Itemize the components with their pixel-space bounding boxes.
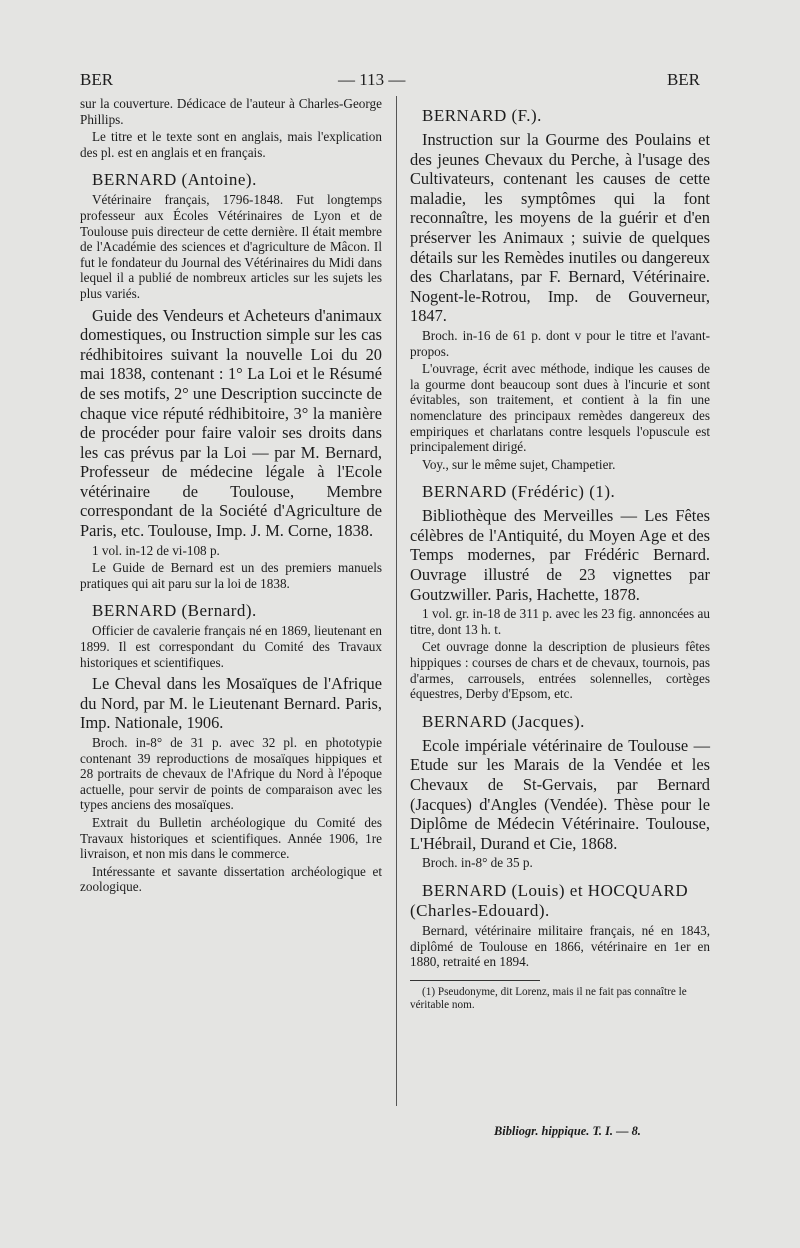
entry-note: Broch. in-8° de 35 p. — [422, 855, 533, 871]
entry-title: Le Cheval dans les Mosaïques de l'Afrique du Nord, par M. le Lieutenant Bernard. Paris, Imp. Nationale, 1906. — [80, 674, 382, 733]
entry-heading: BERNARD (Antoine). — [92, 170, 257, 190]
entry-title: Bibliothèque des Merveilles — Les Fêtes célèbres de l'Antiquité, du Moyen Age et des Temps modernes, par Frédéric Bernard. Ouvrage illustré de 23 vignettes par Goutzwiller. Paris, Hachette, 1878. — [410, 506, 710, 604]
entry-heading: BERNARD (Frédéric) (1). — [422, 482, 616, 502]
entry-note: Officier de cavalerie français né en 1869, lieutenant en 1899. Il est correspondant du Comité des Travaux historiques et scientifiques. — [80, 623, 382, 670]
column-divider — [396, 96, 397, 1106]
entry-note: Bernard, vétérinaire militaire français, né en 1843, diplômé de Toulouse en 1866, vétérinaire en 1er en 1880, retraité en 1894. — [410, 922, 710, 970]
running-head-left: BER — [80, 70, 114, 89]
entry-title: Instruction sur la Gourme des Poulains et des jeunes Chevaux du Perche, à l'usage des Cultivateurs, contenant les causes de cette maladie, les symptômes qui la font reconnaître, les moyens de la guérir et d'en préserver les Animaux ; suivie de quelques détails sur les Remèdes inutiles ou dangereux des Charlatans, par F. Bernard, Vétérinaire. Nogent-le-Rotrou, Imp. de Gouverneur, 1847. — [410, 130, 710, 326]
entry-note: Le Guide de Bernard est un des premiers manuels pratiques qui ait paru sur la loi de 1838. — [80, 560, 382, 591]
entry-note: Cet ouvrage donne la description de plusieurs fêtes hippiques : courses de chars et de chevaux, tournois, pas d'armes, carrousels, entrées solennelles, cortèges équestres, Derby d'Epsom, etc. — [410, 639, 710, 702]
right-column — [410, 96, 710, 1012]
footnote-rule — [410, 980, 540, 981]
entry-heading: BERNARD (Louis) et HOCQUARD (Charles-Edouard). — [410, 880, 689, 920]
running-head — [80, 70, 700, 94]
entry-note: Extrait du Bulletin archéologique du Comité des Travaux historiques et scientifiques. Année 1906, 1re livraison, et non mis dans le commerce. — [80, 814, 382, 862]
entry-note: 1 vol. gr. in-18 de 311 p. avec les 23 fig. annoncées au titre, dont 13 h. t. — [410, 606, 710, 637]
entry-heading: BERNARD (Bernard). — [92, 601, 257, 621]
entry-note: Broch. in-16 de 61 p. dont v pour le titre et l'avant-propos. — [410, 327, 710, 359]
entry-heading: BERNARD (F.). — [422, 106, 542, 125]
entry-title: Ecole impériale vétérinaire de Toulouse — Etude sur les Marais de la Vendée et les Chevaux de St-Gervais, par Bernard (Jacques) d'Angles (Vendée). Thèse pour le Diplôme de Médecin Vétérinaire. Toulouse, L'Hébrail, Durand et Cie, 1868. — [410, 735, 710, 853]
entry-note: Le titre et le texte sont en anglais, mais l'explication des pl. est en anglais et en français. — [80, 129, 382, 160]
entry-note: sur la couverture. Dédicace de l'auteur à Charles-George Phillips. — [80, 96, 382, 127]
entry-note: Intéressante et savante dissertation archéologique et zoologique. — [80, 863, 382, 895]
footnote: (1) Pseudonyme, dit Lorenz, mais il ne fait pas connaître le véritable nom. — [410, 985, 687, 1011]
page-number: — 113 — — [338, 70, 406, 89]
entry-note: Vétérinaire français, 1796-1848. Fut longtemps professeur aux Écoles Vétérinaires de Lyon et de Toulouse puis directeur de cette dernière. Il était membre de l'Académie des sciences et d'agriculture de Mâcon. Il fut le fondateur du Journal des Vétérinaires du Midi dans lequel il a publié de nombreux articles sur les sujets les plus variés. — [80, 192, 382, 301]
entry-note: Broch. in-8° de 31 p. avec 32 pl. en phototypie contenant 39 reproductions de mosaïques hippiques et 28 portraits de chevaux de l'Afrique du Nord à l'époque actuelle, pour servir de points de comparaison avec les types anciens des mosaïques. — [80, 735, 382, 813]
entry-note: 1 vol. in-12 de vi-108 p. — [92, 542, 220, 558]
left-column — [80, 96, 382, 897]
entry-note: Voy., sur le même sujet, Champetier. — [422, 456, 616, 472]
entry-heading: BERNARD (Jacques). — [422, 711, 585, 731]
signature-line: Bibliogr. hippique. T. I. — 8. — [494, 1124, 641, 1138]
entry-note: L'ouvrage, écrit avec méthode, indique les causes de la gourme dont beaucoup sont dues à l'incurie et sont évitables, son traitement, et contient à la fin une nomenclature des principaux remèdes dangereux des empiriques et charlatans contre lesquels l'opuscule est principalement dirigé. — [410, 361, 710, 455]
entry-title: Guide des Vendeurs et Acheteurs d'animaux domestiques, ou Instruction simple sur les cas rédhibitoires suivant la nouvelle Loi du 20 mai 1838, contenant : 1° La Loi et le Résumé de ses motifs, 2° une Description succincte de chaque vice réputé rédhibitoire, 3° la manière de procéder pour faire valoir ses droits dans les cas prévus par la Loi — par M. Bernard, Professeur de médecine légale à l'Ecole vétérinaire de Toulouse, Membre correspondant de la Société d'Agriculture de Paris, etc. Toulouse, Imp. J. M. Corne, 1838. — [80, 305, 382, 541]
running-head-right: BER — [666, 70, 700, 89]
